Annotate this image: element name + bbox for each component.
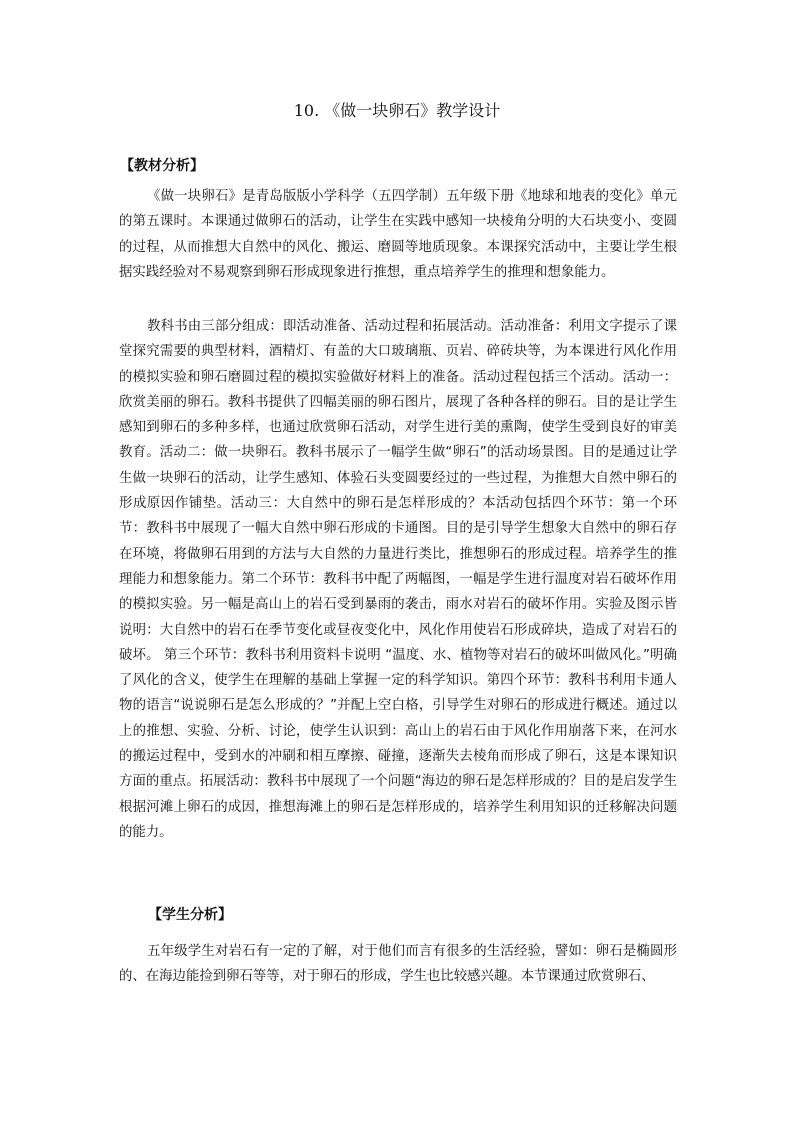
paragraph-material-intro: 《做一块卵石》是青岛版版小学科学（五四学制）五年级下册《地球和地表的变化》单元的第五课时。本课通过做卵石的活动，让学生在实践中感知一块棱角分明的大石块变小、变圆的过程，从而推想大自然中的风化、搬运、磨圆等地质现象。本课探究活动中，主要让学生根据实践经验对不易观察到卵石形成现象进行推想，重点培养学生的推理和想象能力。: [119, 189, 677, 280]
section-heading-student-analysis: 【学生分析】: [148, 907, 232, 923]
paragraph-student-analysis: 五年级学生对岩石有一定的了解，对于他们而言有很多的生活经验，譬如：卵石是椭圆形的、在海边能捡到卵石等等，对于卵石的形成，学生也比较感兴趣。本节课通过欣赏卵石、: [119, 944, 677, 985]
section-heading-material-analysis: 【教材分析】: [120, 158, 204, 174]
document-title: 10. 《做一块卵石》教学设计: [293, 101, 501, 120]
paragraph-textbook-structure: 教科书由三部分组成：即活动准备、活动过程和拓展活动。活动准备：利用文字提示了课堂探究需要的典型材料，酒精灯、有盖的大口玻璃瓶、页岩、碎砖块等，为本课进行风化作用的模拟实验和卵石磨圆过程的模拟实验做好材料上的准备。活动过程包括三个活动。活动一：欣赏美丽的卵石。教科书提供了四幅美丽的卵石图片，展现了各种各样的卵石。目的是让学生感知到卵石的多种多样，也通过欣赏卵石活动，对学生进行美的熏陶，使学生受到良好的审美教育。活动二：做一块卵石。教科书展示了一幅学生做“卵石”的活动场景图。目的是通过让学生做一块卵石的活动，让学生感知、体验石头变圆要经过的一些过程，为推想大自然中卵石的形成原因作铺垫。活动三：大自然中的卵石是怎样形成的？本活动包括四个环节：第一个环节：教科书中展现了一幅大自然中卵石形成的卡通图。目的是引导学生想象大自然中的卵石存在环境，将做卵石用到的方法与大自然的力量进行类比，推想卵石的形成过程。培养学生的推理能力和想象能力。第二个环节：教科书中配了两幅图，一幅是学生进行温度对岩石破坏作用的模拟实验。另一幅是高山上的岩石受到暴雨的袭击，雨水对岩石的破坏作用。实验及图示皆说明：大自然中的岩石在季节变化或昼夜变化中，风化作用使岩石形成碎块，造成了对岩石的破坏。 第三个环节：教科书利用资料卡说明 “温度、水、植物等对岩石的破坏叫做风化。”明确了风化的含义，使学生在理解的基础上掌握一定的科学知识。第四个环节：教科书利用卡通人物的语言“说说卵石是怎么形成的？”并配上空白格，引导学生对卵石的形成进行概述。通过以上的推想、实验、分析、讨论，使学生认识到：高山上的岩石由于风化作用崩落下来，在河水的搬运过程中，受到水的冲刷和相互摩擦、碰撞，逐渐失去棱角而形成了卵石，这是本课知识方面的重点。拓展活动：教科书中展现了一个问题“海边的卵石是怎样形成的？目的是启发学生根据河滩上卵石的成因，推想海滩上的卵石是怎样形成的，培养学生利用知识的迁移解决问题的能力。: [119, 319, 677, 840]
